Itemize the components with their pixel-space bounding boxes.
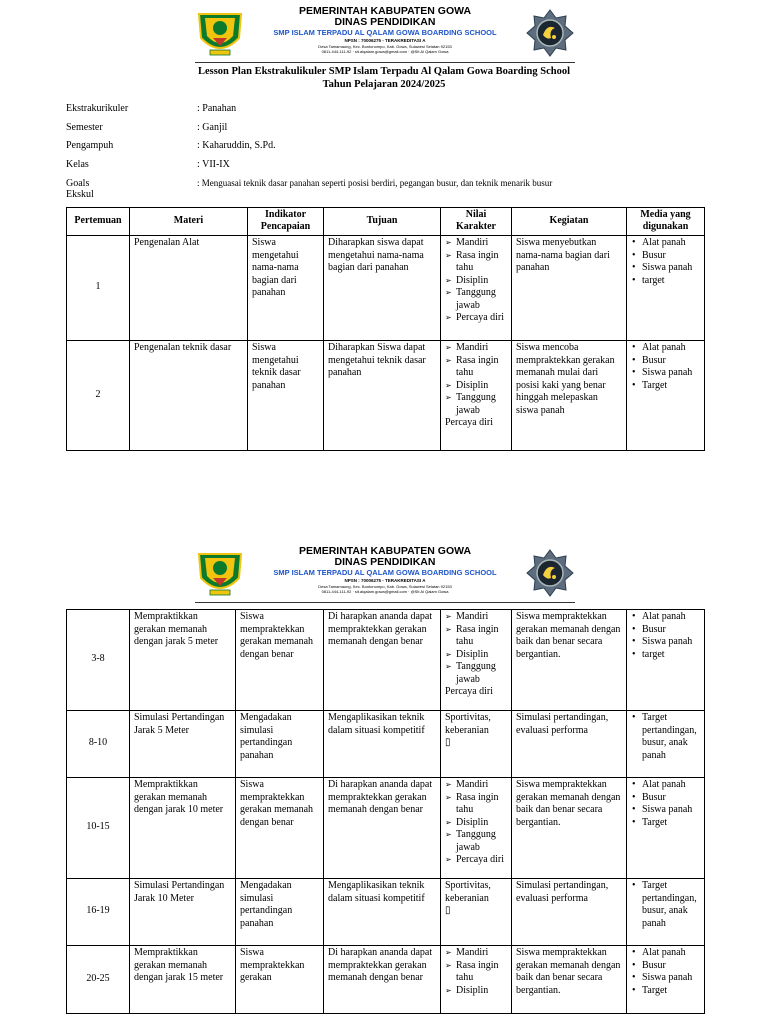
nilai-item: ➢ Percaya diri xyxy=(445,854,507,867)
letterhead xyxy=(195,6,575,66)
letterhead-contact: 0811-444-111-92 · sit.alqalam.gowa@gmail.com · @SIt Al Qalam Gowa xyxy=(321,49,449,54)
cell-materi: Simulasi Pertandingan Jarak 5 Meter xyxy=(130,711,236,778)
cell-kegiatan: Siswa mempraktekkan gerakan memanah dengan baik dan benar secara bergantian. xyxy=(512,946,627,1014)
cell-tujuan: Di harapkan ananda dapat mempraktekkan gerakan memanah dengan benar xyxy=(324,610,441,711)
letterhead-npsn: NPSN : 70006275 - TERAKREDITASI A xyxy=(344,38,426,43)
letterhead-address: Desa Tamamaung, Kec. Bontonompo, Kab. Gowa, Sulawesi Selatan 92153 xyxy=(318,44,452,49)
cell-nilai xyxy=(441,236,512,341)
media-item: • Siswa panah xyxy=(631,636,700,649)
table-row xyxy=(67,610,705,711)
nilai-item: ➢ Percaya diri xyxy=(445,312,507,325)
cell-tujuan: Mengaplikasikan teknik dalam situasi kompetitif xyxy=(324,879,441,946)
media-item: • Alat panah xyxy=(631,779,700,792)
column-header: Materi xyxy=(130,208,248,236)
nilai-item: ➢ Mandiri xyxy=(445,779,507,792)
media-item: • Busur xyxy=(631,960,700,973)
nilai-item: ➢ Disiplin xyxy=(445,275,507,288)
school-emblem-icon xyxy=(525,8,575,58)
cell-pertemuan: 10-15 xyxy=(67,778,130,879)
media-item: • Busur xyxy=(631,792,700,805)
info-label: Ekstrakurikuler xyxy=(66,103,129,114)
cell-tujuan: Mengaplikasikan teknik dalam situasi kompetitif xyxy=(324,711,441,778)
nilai-item: ➢ Disiplin xyxy=(445,649,507,662)
cell-materi: Mempraktikkan gerakan memanah dengan jarak 15 meter xyxy=(130,946,236,1014)
cell-media xyxy=(627,711,705,778)
letterhead-government: PEMERINTAH KABUPATEN GOWA xyxy=(298,5,472,17)
media-item: • Busur xyxy=(631,250,700,263)
table-row xyxy=(67,778,705,879)
nilai-item: ➢ Mandiri xyxy=(445,237,507,250)
column-header: Media yang digunakan xyxy=(627,208,705,236)
letterhead xyxy=(195,546,575,606)
document-page-1 xyxy=(0,0,768,500)
lesson-plan-table-continued xyxy=(66,609,705,1014)
cell-indikator: Siswa mempraktekkan gerakan memanah dengan benar xyxy=(236,778,324,879)
missing-glyph-box: ▯ xyxy=(445,905,451,916)
info-value: : Kaharuddin, S.Pd. xyxy=(197,140,276,152)
column-header: Pertemuan xyxy=(67,208,130,236)
nilai-item: ➢ Rasa ingin tahu xyxy=(445,960,507,985)
cell-tujuan: Diharapkan Siswa dapat mengetahui teknik dasar panahan xyxy=(324,341,441,451)
lesson-plan-table xyxy=(66,207,705,451)
cell-tujuan: Diharapkan siswa dapat mengetahui nama-nama bagian dari panahan xyxy=(324,236,441,341)
info-label: Pengampuh xyxy=(66,140,114,152)
cell-media xyxy=(627,610,705,711)
table-row xyxy=(67,946,705,1014)
info-value: : Ganjil xyxy=(197,121,228,133)
nilai-item: ➢ Tanggung jawab xyxy=(445,392,507,417)
regency-emblem-icon xyxy=(195,8,245,58)
media-item: • Siswa panah xyxy=(631,804,700,817)
media-item: • Siswa panah xyxy=(631,367,700,380)
cell-media xyxy=(627,778,705,879)
nilai-item: ➢ Mandiri xyxy=(445,947,507,960)
letterhead-contact: 0811-444-111-92 · sit.alqalam.gowa@gmail.com · @SIt Al Qalam Gowa xyxy=(321,589,449,594)
cell-kegiatan: Simulasi pertandingan, evaluasi performa xyxy=(512,711,627,778)
cell-kegiatan: Siswa mempraktekkan gerakan memanah dengan baik dan benar secara bergantian. xyxy=(512,778,627,879)
info-value: : VII-IX xyxy=(197,159,230,171)
nilai-item: ➢ Tanggung jawab xyxy=(445,287,507,312)
cell-indikator: Siswa mengetahui teknik dasar panahan xyxy=(248,341,324,451)
cell-indikator: Mengadakan simulasi pertandingan panahan xyxy=(236,879,324,946)
table-row xyxy=(67,879,705,946)
letterhead-divider xyxy=(195,62,575,63)
cell-indikator: Siswa mempraktekkan gerakan memanah dengan benar xyxy=(236,610,324,711)
info-value: : Panahan xyxy=(197,103,237,114)
letterhead-government: PEMERINTAH KABUPATEN GOWA xyxy=(298,545,472,557)
cell-pertemuan: 20-25 xyxy=(67,946,130,1014)
media-item: • Target xyxy=(631,817,700,830)
title-line-2: Tahun Pelajaran 2024/2025 xyxy=(322,79,446,90)
media-item: • Alat panah xyxy=(631,947,700,960)
media-item: • Target xyxy=(631,985,700,998)
missing-glyph-box: ▯ xyxy=(445,737,451,748)
media-item: • Siswa panah xyxy=(631,262,700,275)
nilai-item: ➢ Mandiri xyxy=(445,342,507,355)
cell-pertemuan: 16-19 xyxy=(67,879,130,946)
cell-media xyxy=(627,879,705,946)
cell-media xyxy=(627,236,705,341)
media-item: • Alat panah xyxy=(631,611,700,624)
cell-materi: Pengenalan teknik dasar xyxy=(130,341,248,451)
cell-media xyxy=(627,946,705,1014)
nilai-item: ➢ Disiplin xyxy=(445,380,507,393)
regency-emblem-icon xyxy=(195,548,245,598)
cell-tujuan: Di harapkan ananda dapat mempraktekkan gerakan memanah dengan benar xyxy=(324,778,441,879)
document-title xyxy=(0,65,768,91)
media-item: • Target pertandingan, busur, anak panah xyxy=(631,880,700,930)
nilai-item: ➢ Rasa ingin tahu xyxy=(445,355,507,380)
table-row xyxy=(67,711,705,778)
letterhead-school: SMP ISLAM TERPADU AL QALAM GOWA BOARDING SCHOOL xyxy=(273,568,497,577)
info-label: Kelas xyxy=(66,159,89,171)
nilai-item: ➢ Mandiri xyxy=(445,611,507,624)
nilai-item: ➢ Disiplin xyxy=(445,985,507,998)
media-item: • Target pertandingan, busur, anak panah xyxy=(631,712,700,762)
media-item: • Busur xyxy=(631,624,700,637)
cell-materi: Mempraktikkan gerakan memanah dengan jarak 10 meter xyxy=(130,778,236,879)
nilai-item: ➢ Disiplin xyxy=(445,817,507,830)
letterhead-school: SMP ISLAM TERPADU AL QALAM GOWA BOARDING SCHOOL xyxy=(273,28,497,37)
school-emblem-icon xyxy=(525,548,575,598)
cell-materi: Mempraktikkan gerakan memanah dengan jarak 5 meter xyxy=(130,610,236,711)
title-line-1: Lesson Plan Ekstrakulikuler SMP Islam Terpadu Al Qalam Gowa Boarding School xyxy=(197,66,571,77)
table-row xyxy=(67,341,705,451)
nilai-item: ➢ Tanggung jawab xyxy=(445,829,507,854)
nilai-extra: Percaya diri xyxy=(445,417,494,428)
column-header: Indikator Pencapaian xyxy=(248,208,324,236)
cell-nilai xyxy=(441,778,512,879)
document-page-2 xyxy=(0,540,768,1024)
cell-tujuan: Di harapkan ananda dapat mempraktekkan gerakan memanah dengan benar xyxy=(324,946,441,1014)
cell-kegiatan: Simulasi pertandingan, evaluasi performa xyxy=(512,879,627,946)
media-item: • Target xyxy=(631,380,700,393)
cell-pertemuan: 2 xyxy=(67,341,130,451)
letterhead-address: Desa Tamamaung, Kec. Bontonompo, Kab. Gowa, Sulawesi Selatan 92153 xyxy=(318,584,452,589)
letterhead-department: DINAS PENDIDIKAN xyxy=(334,16,436,28)
column-header: Kegiatan xyxy=(512,208,627,236)
media-item: • Siswa panah xyxy=(631,972,700,985)
letterhead-npsn: NPSN : 70006275 - TERAKREDITASI A xyxy=(344,578,426,583)
cell-pertemuan: 3-8 xyxy=(67,610,130,711)
cell-indikator: Mengadakan simulasi pertandingan panahan xyxy=(236,711,324,778)
table-row xyxy=(67,236,705,341)
letterhead-divider xyxy=(195,602,575,603)
cell-kegiatan: Siswa mempraktekkan gerakan memanah dengan baik dan benar secara bergantian. xyxy=(512,610,627,711)
cell-pertemuan: 1 xyxy=(67,236,130,341)
nilai-item: ➢ Rasa ingin tahu xyxy=(445,792,507,817)
info-label: Semester xyxy=(66,121,103,133)
nilai-item: ➢ Tanggung jawab xyxy=(445,661,507,686)
table-header-row xyxy=(67,208,705,236)
media-item: • target xyxy=(631,649,700,662)
cell-nilai xyxy=(441,711,512,778)
nilai-text: Sportivitas, keberanian xyxy=(445,712,491,736)
nilai-item: ➢ Rasa ingin tahu xyxy=(445,624,507,649)
media-item: • target xyxy=(631,275,700,288)
cell-nilai xyxy=(441,341,512,451)
cell-nilai xyxy=(441,610,512,711)
media-item: • Alat panah xyxy=(631,237,700,250)
nilai-text: Sportivitas, keberanian xyxy=(445,880,491,904)
cell-indikator: Siswa mempraktekkan gerakan xyxy=(236,946,324,1014)
cell-materi: Pengenalan Alat xyxy=(130,236,248,341)
cell-nilai xyxy=(441,946,512,1014)
nilai-extra: Percaya diri xyxy=(445,686,494,697)
cell-kegiatan: Siswa menyebutkan nama-nama bagian dari panahan xyxy=(512,236,627,341)
letterhead-department: DINAS PENDIDIKAN xyxy=(334,556,436,568)
info-value: : Menguasai teknik dasar panahan seperti posisi berdiri, pegangan busur, dan teknik menarik busur xyxy=(197,177,553,188)
cell-nilai xyxy=(441,879,512,946)
nilai-item: ➢ Rasa ingin tahu xyxy=(445,250,507,275)
cell-kegiatan: Siswa mencoba mempraktekkan gerakan memanah mulai dari posisi kaki yang benar hinggah melepaskan siswa panah xyxy=(512,341,627,451)
column-header: Nilai Karakter xyxy=(441,208,512,236)
media-item: • Busur xyxy=(631,355,700,368)
cell-materi: Simulasi Pertandingan Jarak 10 Meter xyxy=(130,879,236,946)
cell-media xyxy=(627,341,705,451)
info-label: Goals Ekskul xyxy=(66,177,94,200)
cell-pertemuan: 8-10 xyxy=(67,711,130,778)
column-header: Tujuan xyxy=(324,208,441,236)
cell-indikator: Siswa mengetahui nama-nama bagian dari panahan xyxy=(248,236,324,341)
media-item: • Alat panah xyxy=(631,342,700,355)
